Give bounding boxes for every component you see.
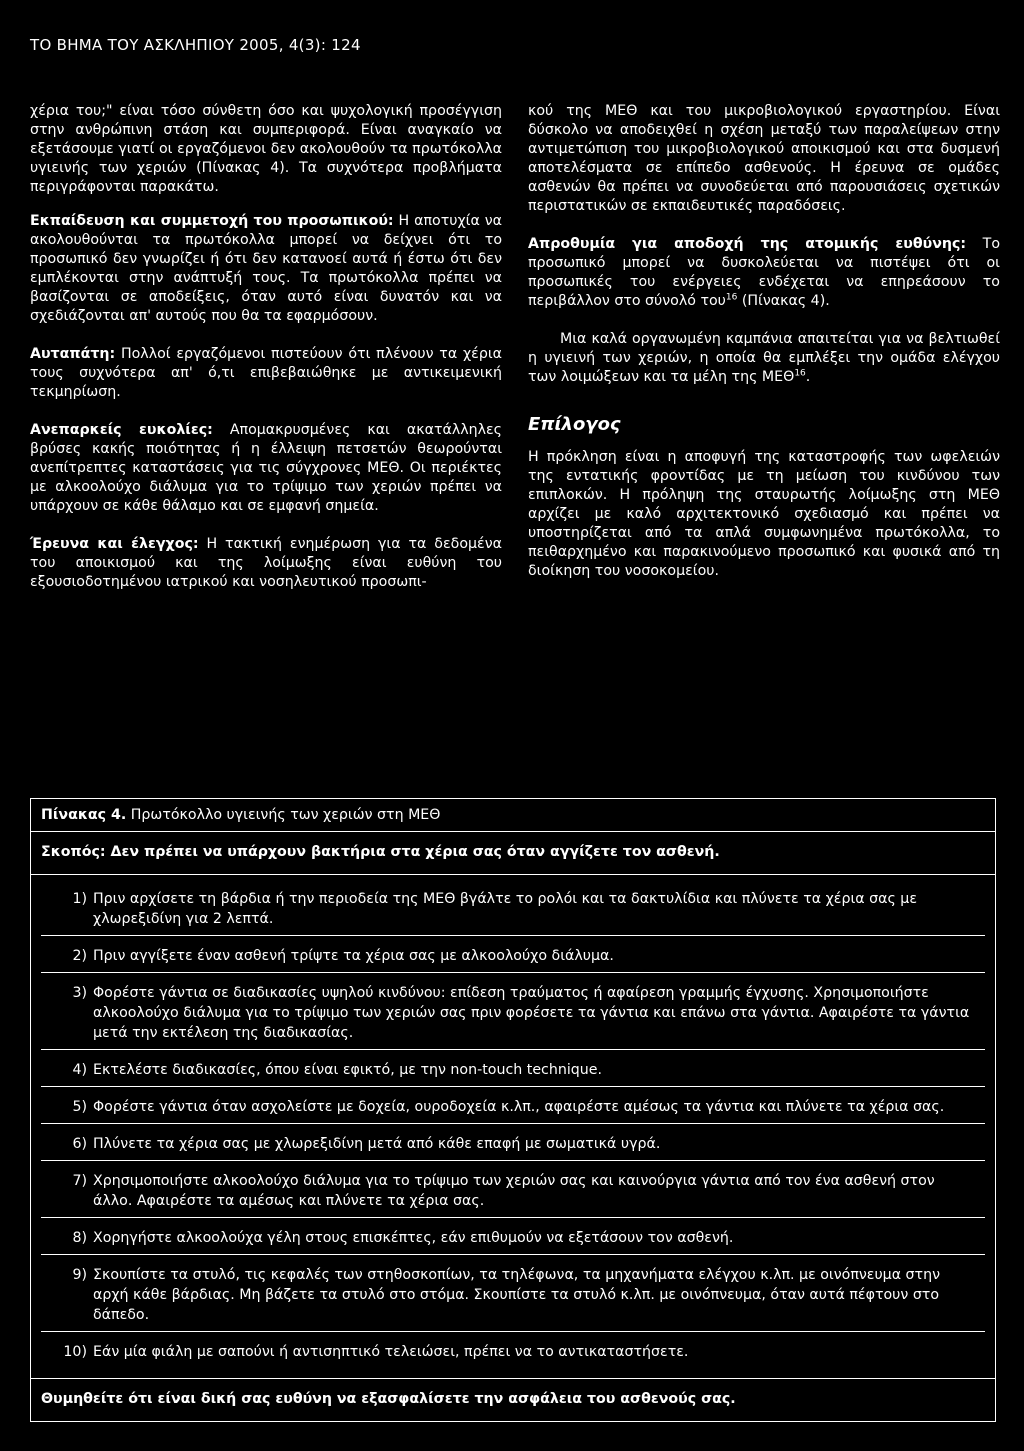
table-row: [41, 1224, 985, 1255]
row-text: Φορέστε γάντια σε διαδικασίες υψηλού κινδύνου: επίδεση τραύματος ή αφαίρεση γραμμής έγχυσης. Χρησιμοποιήστε αλκοολούχο διάλυμα για το τρίψιμο των χεριών σας πριν φορέσετε τα γάντια και επάνω στα γάντια. Αφαιρέστε τα γάντια μετά την εκτέλεση της διαδικασίας.: [93, 985, 970, 1041]
paragraph-text: Η αποτυχία να ακολουθούνται τα πρωτόκολλα μπορεί να δείχνει ότι το προσωπικό δεν γνωρίζει ή ότι δεν κατανοεί αυτά ή έστω ότι δεν εμπλέκονται στην ανάπτυξή τους. Τα πρωτόκολλα πρέπει να βασίζονται σε αποδείξεις, όταν αυτό είναι δυνατόν και να σχεδιάζονται απ' αυτούς που θα τα εφαρμόσουν.: [30, 213, 503, 324]
table-row: [41, 1130, 985, 1161]
right-column: [528, 102, 1000, 600]
table-row: [41, 979, 985, 1050]
citation: 16: [794, 368, 806, 379]
paragraph: κού της ΜΕΘ και του μικροβιολογικού εργαστηρίου. Είναι δύσκολο να αποδειχθεί η σχέση μεταξύ των παραλείψεων στην αντιμετώπιση του μικροβιολογικού αποικισμού και στα δυσμενή αποτελέσματα σε επίπεδο ασθενούς. Η έρευνα σε ομάδες ασθενών θα πρέπει να συνοδεύεται από παρουσιάσεις σχετικών περιστατικών σε εκπαιδευτικές παραδόσεις.: [528, 103, 1000, 214]
table-row: [41, 1056, 985, 1087]
table-row: [41, 1338, 985, 1368]
row-number: 7): [72, 1173, 87, 1189]
section-title-epilogue: Επίλογος: [528, 414, 621, 435]
paragraph-text: Η τακτική ενημέρωση για τα δεδομένα του αποικισμού και της λοίμωξης είναι ευθύνη του εξουσιοδοτημένου ιατρικού και νοσηλευτικού προσωπι-: [30, 536, 502, 590]
table-items: [31, 875, 995, 1378]
row-number: 9): [72, 1267, 87, 1283]
row-text: Πλύνετε τα χέρια σας με χλωρεξιδίνη μετά από κάθε επαφή με σωματικά υγρά.: [93, 1136, 661, 1152]
table-footer: Θυμηθείτε ότι είναι δική σας ευθύνη να εξασφαλίσετε την ασφάλεια του ασθενούς σας.: [31, 1378, 995, 1421]
table-goal-text: Σκοπός: Δεν πρέπει να υπάρχουν βακτήρια στα χέρια σας όταν αγγίζετε τον ασθενή.: [41, 844, 720, 860]
row-text: Χρησιμοποιήστε αλκοολούχο διάλυμα για το τρίψιμο των χεριών σας και καινούργια γάντια από τον ένα ασθενή στον άλλο. Αφαιρέστε τα αμέσως και πλύνετε τα χέρια σας.: [93, 1173, 935, 1209]
running-header: ΤΟ ΒΗΜΑ ΤΟΥ ΑΣΚΛΗΠΙΟΥ 2005, 4(3): 124: [30, 36, 361, 54]
table-title-text: Πρωτόκολλο υγιεινής των χεριών στη ΜΕΘ: [126, 807, 441, 823]
paragraph-text: Το προσωπικό μπορεί να δυσκολεύεται να πιστέψει ότι οι προσωπικές του ενέργειες ενδέχεται να επηρεάσουν το περιβάλλον στο σύνολό του: [528, 236, 1000, 309]
paragraph-text: Απομακρυσμένες και ακατάλληλες βρύσες κακής ποιότητας ή η έλλειψη πετσετών θεωρούνται ανεπίτρεπτες καταστάσεις για τις σύγχρονες ΜΕΘ. Οι περιέκτες με αλκοολούχο διάλυμα για το τρίψιμο των χεριών πρέπει να υπάρχουν σε κάθε θάλαμο και σε εμφανή σημεία.: [30, 422, 503, 514]
paragraph-illusion: [30, 345, 502, 402]
table-row: [41, 885, 985, 936]
table-row: [41, 1167, 985, 1218]
row-number: 4): [72, 1062, 87, 1078]
row-text: Σκουπίστε τα στυλό, τις κεφαλές των στηθοσκοπίων, τα τηλέφωνα, τα μηχανήματα ελέγχου κ.λπ. με οινόπνευμα στην αρχή κάθε βάρδιας. Μη βάζετε τα στυλό στο στόμα. Σκουπίστε τα στυλό κ.λπ. με οινόπνευμα, όταν αυτά πέφτουν στο δάπεδο.: [93, 1267, 941, 1323]
paragraph-text: Πολλοί εργαζόμενοι πιστεύουν ότι πλένουν τα χέρια τους συχνότερα απ' ό,τι επιβεβαιώθηκε με αντικειμενική τεκμηρίωση.: [30, 346, 502, 400]
paragraph-lead: Ανεπαρκείς ευκολίες:: [30, 422, 213, 438]
row-number: 5): [72, 1099, 87, 1115]
left-column: [30, 102, 502, 611]
paragraph-tail: (Πίνακας 4).: [737, 293, 830, 309]
paragraph-tail: .: [805, 369, 811, 385]
table-row: [41, 942, 985, 973]
row-text: Χορηγήστε αλκοολούχα γέλη στους επισκέπτες, εάν επιθυμούν να εξετάσουν τον ασθενή.: [93, 1230, 734, 1246]
row-number: 1): [72, 891, 87, 907]
paragraph: χέρια του;" είναι τόσο σύνθετη όσο και ψυχολογική προσέγγιση στην ανθρώπινη στάση και συμπεριφορά. Είναι αναγκαίο να εξετάσουμε γιατί οι εργαζόμενοι δεν ακολουθούν τα πρωτόκολλα υγιεινής των χεριών (Πίνακας 4). Τα συχνότερα προβλήματα περιγράφονται παρακάτω.: [30, 103, 502, 195]
paragraph-facilities: [30, 421, 502, 516]
row-number: 3): [72, 985, 87, 1001]
row-text: Εκτελέστε διαδικασίες, όπου είναι εφικτό, με την non-touch technique.: [93, 1062, 603, 1078]
paragraph-responsibility: [528, 235, 1000, 311]
table-title: [31, 799, 995, 832]
row-number: 10): [63, 1344, 87, 1360]
citation: 16: [725, 292, 738, 303]
paragraph-lead: Έρευνα και έλεγχος:: [30, 536, 199, 552]
paragraph-lead: Αυταπάτη:: [30, 346, 116, 362]
table-row: [41, 1261, 985, 1332]
row-text: Φορέστε γάντια όταν ασχολείστε με δοχεία, ουροδοχεία κ.λπ., αφαιρέστε αμέσως τα γάντια και πλύνετε τα χέρια σας.: [93, 1099, 945, 1115]
table-title-lead: Πίνακας 4.: [41, 807, 127, 823]
paragraph-lead: Απροθυμία για αποδοχή της ατομικής ευθύνης:: [528, 236, 967, 252]
paragraph-text: Μια καλά οργανωμένη καμπάνια απαιτείται για να βελτιωθεί η υγιεινή των χεριών, η οποία θα εμπλέξει την ομάδα ελέγχου των λοιμώξεων και τα μέλη της ΜΕΘ: [528, 331, 1000, 385]
row-text: Εάν μία φιάλη με σαπούνι ή αντισηπτικό τελειώσει, πρέπει να το αντικαταστήσετε.: [93, 1344, 689, 1360]
row-number: 8): [72, 1230, 87, 1246]
row-text: Πριν αγγίξετε έναν ασθενή τρίψτε τα χέρια σας με αλκοολούχο διάλυμα.: [93, 948, 614, 964]
row-number: 6): [72, 1136, 87, 1152]
table-4: [30, 798, 996, 1422]
paragraph-epilogue: Η πρόκληση είναι η αποφυγή της καταστροφής των ωφελειών της εντατικής φροντίδας με τη μείωση του κινδύνου των επιπλοκών. Η πρόληψη της σταυρωτής λοίμωξης στη ΜΕΘ αρχίζει με καλό αρχιτεκτονικό σχεδιασμό και πρέπει να υποστηρίζεται από τα απλά συμφωνημένα πρωτόκολλα, το πειθαρχημένο και παρακινούμενο προσωπικό και φυσικά από τη διοίκηση του νοσοκομείου.: [528, 449, 1000, 579]
paragraph-training: [30, 212, 502, 326]
paragraph-research: [30, 535, 502, 592]
paragraph-campaign: [528, 330, 1000, 387]
table-row: [41, 1093, 985, 1124]
paragraph-lead: Εκπαίδευση και συμμετοχή του προσωπικού:: [30, 213, 394, 229]
row-text: Πριν αρχίσετε τη βάρδια ή την περιοδεία της ΜΕΘ βγάλτε το ρολόι και τα δακτυλίδια και πλύνετε τα χέρια σας με χλωρεξιδίνη για 2 λεπτά.: [93, 891, 918, 927]
table-goal: [31, 832, 995, 875]
row-number: 2): [72, 948, 87, 964]
